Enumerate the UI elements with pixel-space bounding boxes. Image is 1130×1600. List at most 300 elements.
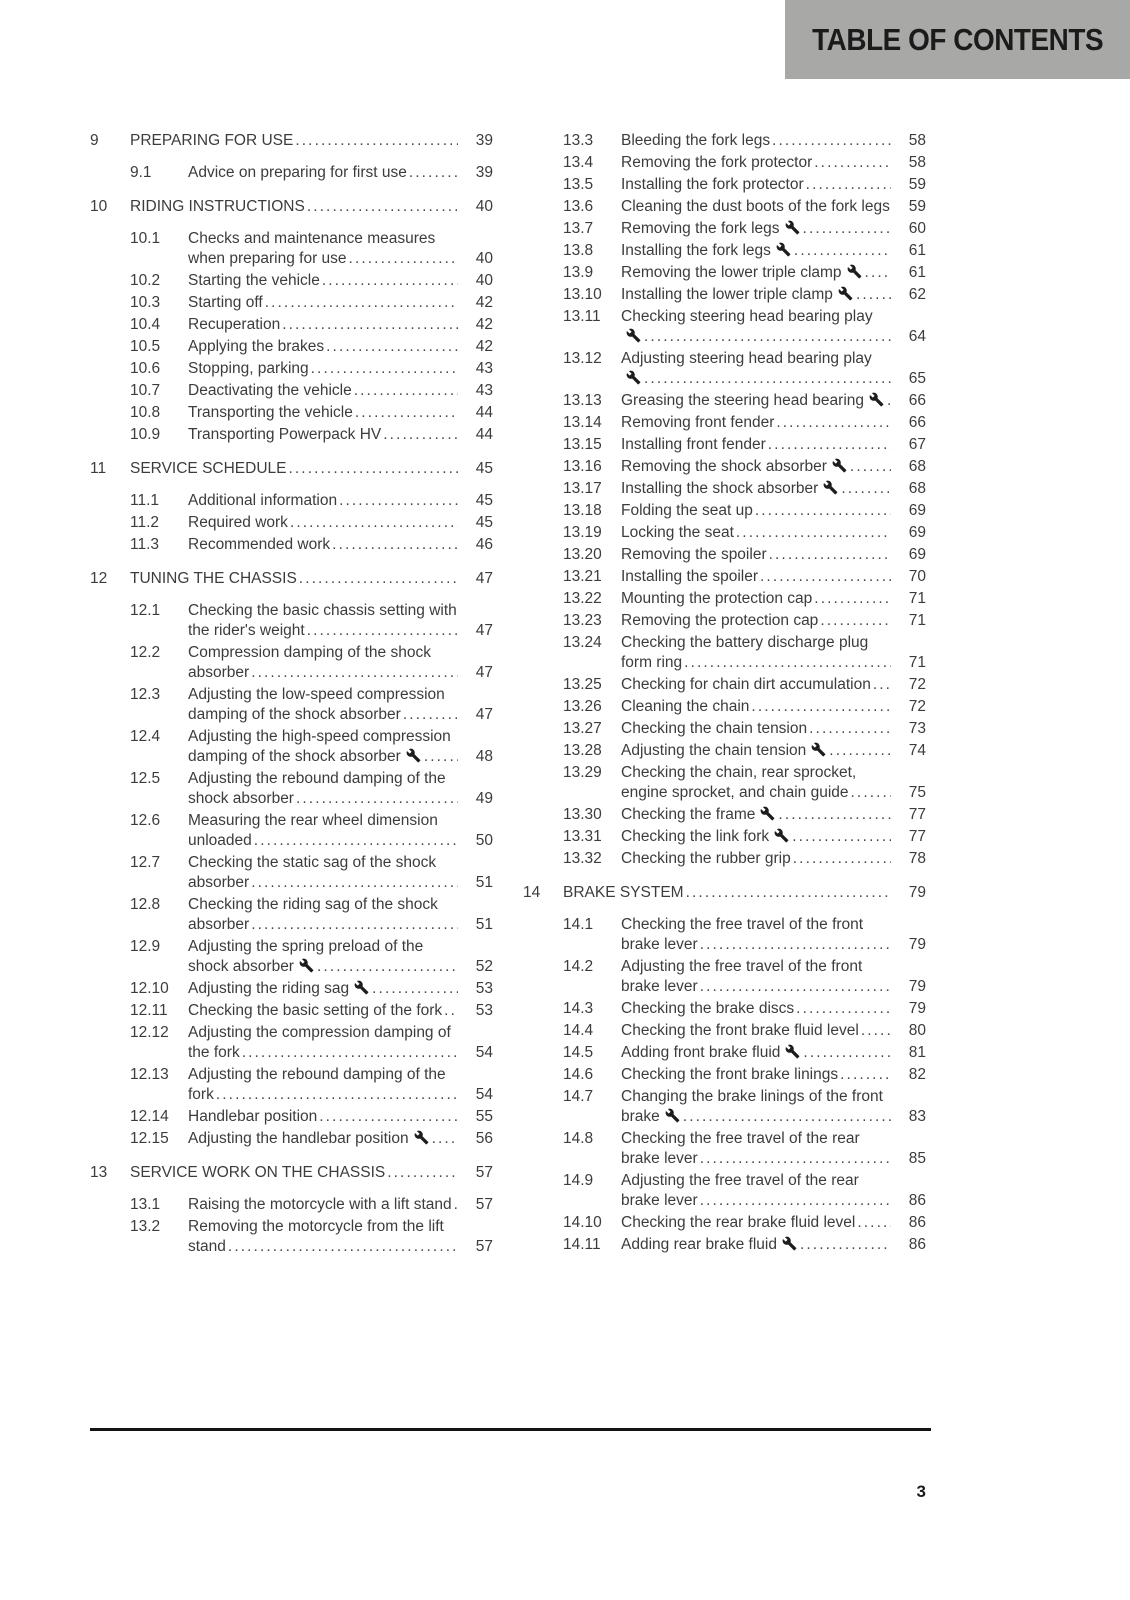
entry-title-area <box>188 491 458 511</box>
toc-entry <box>90 293 493 313</box>
entry-title: TUNING THE CHASSIS <box>130 570 297 587</box>
entry-title-area <box>621 349 891 389</box>
entry-title: Adjusting the rebound damping of the fork <box>188 1066 446 1103</box>
toc-entry <box>90 769 493 809</box>
entry-title-area <box>563 883 891 903</box>
entry-title: Adjusting the riding sag <box>188 980 350 997</box>
entry-title-area <box>188 1107 458 1127</box>
entry-number: 12.11 <box>130 1002 168 1019</box>
entry-page-number: 40 <box>475 250 493 267</box>
toc-content <box>90 131 926 1257</box>
toc-entry <box>523 719 926 739</box>
wrench-icon <box>776 242 791 257</box>
entry-number: 14.10 <box>563 1214 602 1231</box>
entry-page-number: 57 <box>475 1164 493 1181</box>
toc-entry <box>90 1163 493 1183</box>
entry-title: Adjusting the handlebar position <box>188 1130 409 1147</box>
entry-page-number: 69 <box>908 546 926 563</box>
toc-entry <box>90 459 493 479</box>
entry-number: 13.13 <box>563 392 602 409</box>
toc-entry <box>523 567 926 587</box>
entry-page-number: 48 <box>475 748 493 765</box>
entry-title-area <box>621 805 891 825</box>
entry-title-area <box>621 391 891 411</box>
toc-entry <box>523 827 926 847</box>
entry-page-number: 79 <box>908 936 926 953</box>
toc-entry <box>90 1129 493 1149</box>
entry-title: Required work <box>188 514 288 531</box>
entry-title: SERVICE WORK ON THE CHASSIS <box>130 1164 386 1181</box>
entry-page-number: 42 <box>475 338 493 355</box>
toc-entry <box>523 457 926 477</box>
entry-number: 13.9 <box>563 264 594 281</box>
entry-title-area <box>188 1129 458 1149</box>
entry-number: 10.8 <box>130 404 161 421</box>
entry-title-area <box>188 381 458 401</box>
toc-entry <box>523 241 926 261</box>
entry-title-area <box>621 523 891 543</box>
entry-page-number: 42 <box>475 316 493 333</box>
entry-title: Cleaning the dust boots of the fork legs <box>621 198 890 215</box>
entry-number: 13.12 <box>563 350 602 367</box>
entry-title-area <box>621 589 891 609</box>
entry-page-number: 66 <box>908 414 926 431</box>
entry-page-number: 47 <box>475 664 493 681</box>
entry-number: 11.1 <box>130 492 160 509</box>
entry-title: Checking the free travel of the rear brake lever <box>621 1130 860 1167</box>
entry-title: Removing the motorcycle from the lift stand <box>188 1218 444 1255</box>
entry-page-number: 68 <box>908 480 926 497</box>
entry-title-area <box>130 569 458 589</box>
entry-title: Advice on preparing for first use <box>188 164 407 181</box>
entry-title: Adjusting the low-speed compression damping of the shock absorber <box>188 686 445 723</box>
entry-page-number: 62 <box>908 286 926 303</box>
entry-title-area <box>621 307 891 347</box>
entry-title-area <box>621 1235 891 1255</box>
entry-number: 13.2 <box>130 1218 161 1235</box>
entry-title-area <box>188 853 458 893</box>
entry-number: 13.17 <box>563 480 602 497</box>
entry-title: Installing the spoiler <box>621 568 758 585</box>
entry-title-area <box>188 315 458 335</box>
entry-title: Removing the fork protector <box>621 154 813 171</box>
entry-page-number: 71 <box>908 590 926 607</box>
entry-number: 11 <box>90 460 107 477</box>
entry-page-number: 69 <box>908 524 926 541</box>
entry-page-number: 72 <box>908 698 926 715</box>
wrench-icon <box>782 1236 797 1251</box>
entry-title-area <box>621 457 891 477</box>
entry-title: Adjusting the compression damping of the fork <box>188 1024 451 1061</box>
toc-entry <box>523 307 926 347</box>
entry-title-area <box>188 1065 458 1105</box>
entry-title: Bleeding the fork legs <box>621 132 771 149</box>
entry-page-number: 45 <box>475 492 493 509</box>
entry-title: Checking the chain, rear sprocket, engine sprocket, and chain guide <box>621 764 857 801</box>
toc-entry <box>90 337 493 357</box>
entry-title-area <box>621 675 891 695</box>
entry-page-number: 51 <box>475 916 493 933</box>
entry-page-number: 59 <box>908 198 926 215</box>
entry-number: 13.4 <box>563 154 594 171</box>
entry-number: 12.4 <box>130 728 161 745</box>
toc-entry <box>90 853 493 893</box>
entry-page-number: 58 <box>908 132 926 149</box>
entry-page-number: 39 <box>475 132 493 149</box>
entry-title: Checking the front brake linings <box>621 1066 839 1083</box>
entry-title-area <box>621 1043 891 1063</box>
toc-entry <box>523 633 926 673</box>
entry-title: Deactivating the vehicle <box>188 382 352 399</box>
entry-title-area <box>621 479 891 499</box>
entry-page-number: 55 <box>475 1108 493 1125</box>
page-title: TABLE OF CONTENTS <box>812 21 1103 57</box>
entry-page-number: 82 <box>908 1066 926 1083</box>
entry-title-area <box>621 827 891 847</box>
toc-entry <box>523 153 926 173</box>
entry-number: 13.18 <box>563 502 602 519</box>
toc-entry <box>90 131 493 151</box>
entry-number: 13.15 <box>563 436 602 453</box>
entry-number: 12.9 <box>130 938 161 955</box>
wrench-icon <box>299 958 314 973</box>
entry-number: 10.2 <box>130 272 161 289</box>
entry-number: 14.4 <box>563 1022 594 1039</box>
entry-title: Adjusting the spring preload of the shock absorber <box>188 938 424 975</box>
entry-number: 12.1 <box>130 602 161 619</box>
entry-page-number: 79 <box>908 1000 926 1017</box>
toc-entry <box>523 957 926 997</box>
toc-entry <box>523 1235 926 1255</box>
entry-title: Adjusting the free travel of the rear brake lever <box>621 1172 859 1209</box>
entry-page-number: 45 <box>475 460 493 477</box>
entry-number: 12.15 <box>130 1130 169 1147</box>
entry-title: BRAKE SYSTEM <box>563 884 684 901</box>
entry-title-area <box>188 359 458 379</box>
entry-number: 13.27 <box>563 720 602 737</box>
entry-title-area <box>188 769 458 809</box>
entry-title-area <box>621 957 891 997</box>
entry-title: Adjusting steering head bearing play <box>621 350 872 367</box>
entry-title: Mounting the protection cap <box>621 590 813 607</box>
entry-title-area <box>621 197 891 217</box>
entry-number: 12.7 <box>130 854 161 871</box>
toc-entry <box>523 1043 926 1063</box>
entry-page-number: 70 <box>908 568 926 585</box>
entry-number: 12.10 <box>130 980 169 997</box>
entry-title: Cleaning the chain <box>621 698 750 715</box>
entry-number: 12.5 <box>130 770 161 787</box>
entry-title-area <box>621 567 891 587</box>
toc-entry <box>90 491 493 511</box>
toc-entry <box>90 895 493 935</box>
entry-page-number: 79 <box>908 884 926 901</box>
entry-page-number: 77 <box>908 806 926 823</box>
entry-number: 9.1 <box>130 164 152 181</box>
toc-entry <box>90 197 493 217</box>
entry-number: 10.5 <box>130 338 161 355</box>
entry-number: 13.28 <box>563 742 602 759</box>
entry-number: 13.29 <box>563 764 602 781</box>
entry-title: Compression damping of the shock absorber <box>188 644 431 681</box>
entry-number: 12.8 <box>130 896 161 913</box>
entry-title-area <box>621 1171 891 1211</box>
toc-entry <box>523 479 926 499</box>
entry-number: 13.24 <box>563 634 602 651</box>
toc-entry <box>523 1171 926 1211</box>
entry-number: 10.3 <box>130 294 161 311</box>
toc-entry <box>523 219 926 239</box>
entry-title-area <box>621 719 891 739</box>
entry-title: Applying the brakes <box>188 338 325 355</box>
entry-title-area <box>621 697 891 717</box>
entry-title: Checking the basic setting of the fork <box>188 1002 443 1019</box>
entry-title: Adjusting the high-speed compression damping of the shock absorber <box>188 728 451 765</box>
entry-title-area <box>621 1129 891 1169</box>
toc-entry <box>90 569 493 589</box>
entry-number: 13.32 <box>563 850 602 867</box>
entry-page-number: 54 <box>475 1044 493 1061</box>
toc-entry <box>523 611 926 631</box>
entry-title: Checking the rear brake fluid level <box>621 1214 856 1231</box>
entry-title-area <box>621 849 891 869</box>
entry-number: 13.26 <box>563 698 602 715</box>
entry-number: 12.14 <box>130 1108 169 1125</box>
entry-number: 13.20 <box>563 546 602 563</box>
entry-page-number: 67 <box>908 436 926 453</box>
entry-number: 10.1 <box>130 230 161 247</box>
entry-title-area <box>621 611 891 631</box>
entry-title: Checking the static sag of the shock absorber <box>188 854 437 891</box>
entry-title-area <box>188 937 458 977</box>
entry-page-number: 50 <box>475 832 493 849</box>
toc-entry <box>523 805 926 825</box>
entry-title: Checking the brake discs <box>621 1000 795 1017</box>
toc-entry <box>523 523 926 543</box>
entry-number: 12.2 <box>130 644 161 661</box>
entry-page-number: 53 <box>475 980 493 997</box>
entry-title: Checking the link fork <box>621 828 770 845</box>
entry-title-area <box>621 545 891 565</box>
wrench-icon <box>414 1130 429 1145</box>
toc-entry <box>523 545 926 565</box>
toc-entry <box>523 697 926 717</box>
entry-title-area <box>188 513 458 533</box>
entry-page-number: 68 <box>908 458 926 475</box>
entry-title: Starting off <box>188 294 263 311</box>
entry-title: PREPARING FOR USE <box>130 132 294 149</box>
entry-number: 14.3 <box>563 1000 594 1017</box>
entry-title: Removing the shock absorber <box>621 458 827 475</box>
entry-title: Removing the protection cap <box>621 612 819 629</box>
entry-page-number: 47 <box>475 706 493 723</box>
toc-entry <box>90 727 493 767</box>
entry-title-area <box>621 915 891 955</box>
entry-title: Removing front fender <box>621 414 775 431</box>
toc-entry <box>90 271 493 291</box>
wrench-icon <box>665 1108 680 1123</box>
toc-column-right <box>523 131 926 1255</box>
wrench-icon <box>838 286 853 301</box>
toc-entry <box>523 1129 926 1169</box>
toc-entry <box>90 359 493 379</box>
entry-page-number: 85 <box>908 1150 926 1167</box>
entry-title-area <box>188 271 458 291</box>
entry-title-area <box>188 337 458 357</box>
entry-page-number: 40 <box>475 272 493 289</box>
entry-title-area <box>130 1163 458 1183</box>
entry-title: Changing the brake linings of the front brake <box>621 1088 883 1125</box>
entry-title-area <box>188 601 458 641</box>
entry-title: Removing the spoiler <box>621 546 767 563</box>
toc-entry <box>523 435 926 455</box>
entry-number: 13.31 <box>563 828 602 845</box>
entry-page-number: 53 <box>475 1002 493 1019</box>
entry-page-number: 71 <box>908 654 926 671</box>
entry-number: 13.5 <box>563 176 594 193</box>
entry-title: Checking the riding sag of the shock absorber <box>188 896 438 933</box>
entry-number: 12.12 <box>130 1024 169 1041</box>
entry-page-number: 57 <box>475 1196 493 1213</box>
entry-page-number: 75 <box>908 784 926 801</box>
entry-page-number: 64 <box>908 328 926 345</box>
toc-entry <box>90 1195 493 1215</box>
entry-title-area <box>621 285 891 305</box>
entry-title-area <box>130 197 458 217</box>
toc-entry <box>523 175 926 195</box>
toc-entry <box>90 1001 493 1021</box>
entry-page-number: 66 <box>908 392 926 409</box>
entry-title: Removing the fork legs <box>621 220 780 237</box>
wrench-icon <box>823 480 838 495</box>
toc-entry <box>523 501 926 521</box>
entry-page-number: 74 <box>908 742 926 759</box>
entry-title-area <box>188 1023 458 1063</box>
entry-page-number: 57 <box>475 1238 493 1255</box>
entry-title: Raising the motorcycle with a lift stand <box>188 1196 452 1213</box>
toc-entry <box>90 937 493 977</box>
toc-entry <box>523 131 926 151</box>
entry-number: 14.1 <box>563 916 594 933</box>
entry-title-area <box>621 763 891 803</box>
entry-title: Checks and maintenance measures when preparing for use <box>188 230 436 267</box>
entry-page-number: 56 <box>475 1130 493 1147</box>
entry-page-number: 46 <box>475 536 493 553</box>
entry-title-area <box>188 293 458 313</box>
toc-entry <box>523 763 926 803</box>
entry-title: Checking for chain dirt accumulation <box>621 676 871 693</box>
entry-number: 13.16 <box>563 458 602 475</box>
entry-number: 14 <box>523 884 541 901</box>
entry-page-number: 61 <box>908 242 926 259</box>
wrench-icon <box>626 328 641 343</box>
entry-title-area <box>188 685 458 725</box>
entry-title-area <box>621 263 891 283</box>
entry-title-area <box>621 1021 891 1041</box>
entry-number: 13.10 <box>563 286 602 303</box>
entry-title-area <box>621 1087 891 1127</box>
entry-page-number: 65 <box>908 370 926 387</box>
entry-page-number: 43 <box>475 360 493 377</box>
entry-title: Checking the chain tension <box>621 720 808 737</box>
toc-entry <box>90 601 493 641</box>
entry-page-number: 59 <box>908 176 926 193</box>
toc-entry <box>523 1087 926 1127</box>
entry-number: 13.25 <box>563 676 602 693</box>
toc-entry <box>90 1065 493 1105</box>
toc-entry <box>523 1065 926 1085</box>
entry-page-number: 42 <box>475 294 493 311</box>
entry-number: 10.4 <box>130 316 161 333</box>
toc-entry <box>523 883 926 903</box>
toc-entry <box>90 1107 493 1127</box>
wrench-icon <box>785 220 800 235</box>
wrench-icon <box>847 264 862 279</box>
toc-entry <box>523 999 926 1019</box>
entry-page-number: 80 <box>908 1022 926 1039</box>
entry-page-number: 61 <box>908 264 926 281</box>
entry-title-area <box>621 741 891 761</box>
entry-title: Adjusting the chain tension <box>621 742 807 759</box>
entry-number: 13.3 <box>563 132 594 149</box>
entry-number: 10.9 <box>130 426 161 443</box>
toc-entry <box>90 425 493 445</box>
entry-title-area <box>188 727 458 767</box>
entry-number: 12 <box>90 570 108 587</box>
entry-title-area <box>188 643 458 683</box>
toc-entry <box>90 979 493 999</box>
entry-page-number: 43 <box>475 382 493 399</box>
entry-title-area <box>188 1195 458 1215</box>
toc-entry <box>90 381 493 401</box>
entry-title: Recommended work <box>188 536 331 553</box>
entry-title: Installing front fender <box>621 436 766 453</box>
entry-title: Adding front brake fluid <box>621 1044 781 1061</box>
entry-title-area <box>621 1213 891 1233</box>
toc-entry <box>523 589 926 609</box>
toc-entry <box>523 1021 926 1041</box>
entry-number: 14.11 <box>563 1236 601 1253</box>
entry-number: 10.6 <box>130 360 161 377</box>
entry-title: Installing the fork protector <box>621 176 804 193</box>
entry-page-number: 83 <box>908 1108 926 1125</box>
footer-divider <box>90 1428 931 1431</box>
entry-page-number: 69 <box>908 502 926 519</box>
entry-title-area <box>188 425 458 445</box>
entry-title: Installing the fork legs <box>621 242 771 259</box>
entry-number: 13.30 <box>563 806 602 823</box>
wrench-icon <box>774 828 789 843</box>
entry-number: 12.3 <box>130 686 161 703</box>
entry-number: 13.23 <box>563 612 602 629</box>
entry-title-area <box>621 219 891 239</box>
entry-title: Locking the seat <box>621 524 734 541</box>
toc-entry <box>90 1023 493 1063</box>
toc-entry <box>90 513 493 533</box>
entry-page-number: 71 <box>908 612 926 629</box>
toc-entry <box>90 643 493 683</box>
entry-title: Checking the rubber grip <box>621 850 791 867</box>
toc-entry <box>90 685 493 725</box>
entry-number: 13.1 <box>130 1196 161 1213</box>
entry-title-area <box>621 131 891 151</box>
entry-page-number: 44 <box>475 426 493 443</box>
entry-number: 14.7 <box>563 1088 594 1105</box>
entry-page-number: 49 <box>475 790 493 807</box>
entry-title: Transporting the vehicle <box>188 404 353 421</box>
entry-title: Folding the seat up <box>621 502 753 519</box>
toc-entry <box>523 849 926 869</box>
